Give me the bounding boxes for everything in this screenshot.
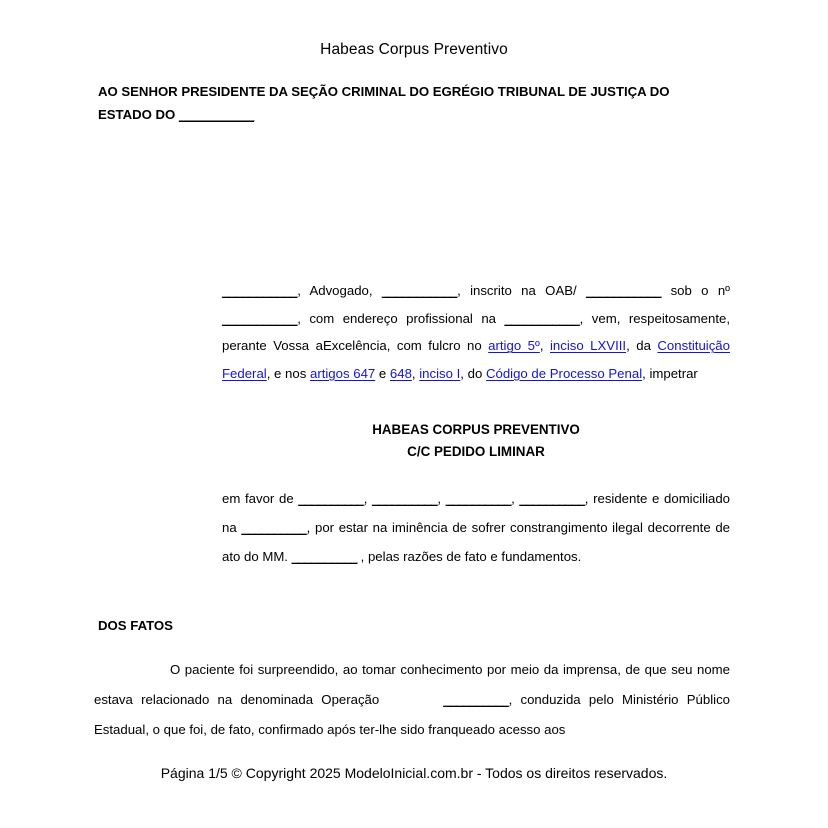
favor-sep-4: , residente e domiciliado na: [222, 491, 730, 535]
blank-field-oab-nome[interactable]: ___________: [381, 283, 458, 298]
qualification-sep-2: ,: [411, 365, 420, 381]
link-inciso-lxviii[interactable]: inciso LXVIII: [549, 338, 627, 354]
action-heading-line-2: C/C PEDIDO LIMINAR: [407, 443, 545, 459]
favor-text-pelas-razoes: , pelas razões de fato e fundamentos.: [356, 549, 582, 564]
favor-paragraph: [222, 484, 730, 571]
blank-field-paciente-3[interactable]: __________: [445, 491, 512, 506]
qualification-paragraph: [222, 277, 730, 387]
blank-field-autoridade[interactable]: __________: [291, 549, 357, 564]
qualification-text-da: , da: [626, 338, 658, 354]
blank-field-paciente-1[interactable]: __________: [298, 491, 364, 506]
page-footer: Página 1/5 © Copyright 2025 ModeloInicial.com.br - Todos os direitos reservados.: [160, 765, 668, 781]
document-title: Habeas Corpus Preventivo: [320, 41, 508, 58]
qualification-text-e-nos: , e nos: [266, 365, 310, 381]
blank-field-advogado-nome[interactable]: ___________: [222, 283, 298, 298]
addressee-line-2: [98, 103, 730, 126]
action-heading-line-1: HABEAS CORPUS PREVENTIVO: [372, 422, 580, 437]
link-artigos-647[interactable]: artigos 647: [309, 365, 376, 381]
action-heading-block: [222, 419, 730, 462]
link-artigo-5[interactable]: artigo 5º: [488, 338, 540, 354]
blank-field-paciente-4[interactable]: __________: [519, 491, 585, 506]
favor-text-em-favor: em favor de: [222, 491, 299, 506]
qualification-text-sob-o-n: sob o nº: [661, 283, 730, 298]
blank-field-operacao[interactable]: __________: [443, 692, 509, 707]
link-constituicao-federal[interactable]: Constituição Federal: [222, 338, 730, 381]
section-heading-dos-fatos: DOS FATOS: [98, 618, 173, 633]
blank-field-oab-numero[interactable]: ___________: [222, 310, 298, 326]
qualification-text-vem: , vem, respeitosamente, perante Vossa aExcelência, com fulcro no: [222, 310, 730, 354]
blank-field-paciente-2[interactable]: __________: [372, 491, 438, 506]
blank-field-estado[interactable]: ___________: [178, 107, 255, 122]
facts-text-part-1: O paciente foi surpreendido, ao tomar conhecimento por meio da imprensa, de que seu nome estava relacionado na denominada Operação: [94, 662, 730, 707]
qualification-text-e: e: [375, 365, 390, 381]
blank-field-oab-uf[interactable]: ___________: [586, 283, 662, 298]
link-inciso-i[interactable]: inciso I: [419, 365, 461, 381]
qualification-text-endereco: , com endereço profissional na: [297, 310, 505, 326]
favor-sep-1: ,: [363, 491, 373, 506]
qualification-text-advogado: , Advogado,: [297, 283, 382, 298]
qualification-sep-1: ,: [539, 338, 550, 354]
link-artigo-648[interactable]: 648: [389, 365, 412, 381]
favor-sep-2: ,: [437, 491, 446, 506]
qualification-text-impetrar: , impetrar: [642, 365, 698, 381]
favor-sep-3: ,: [511, 491, 520, 506]
addressee-line-1: AO SENHOR PRESIDENTE DA SEÇÃO CRIMINAL DO EGRÉGIO TRIBUNAL DE JUSTIÇA DO: [98, 84, 670, 99]
qualification-text-do: , do: [460, 365, 486, 381]
blank-field-residencia[interactable]: __________: [241, 520, 307, 535]
link-codigo-processo-penal[interactable]: Código de Processo Penal: [485, 365, 643, 381]
facts-text-part-2: , conduzida pelo Ministério Público Estadual, o que foi, de fato, confirmado após ter-lhe sido franqueado acesso aos: [94, 692, 730, 737]
facts-paragraph: [94, 655, 730, 745]
favor-text-por-estar: , por estar na iminência de sofrer constrangimento ilegal decorrente de ato do MM.: [222, 520, 730, 564]
qualification-text-inscrito: , inscrito na OAB/: [457, 283, 587, 298]
blank-field-endereco[interactable]: ___________: [504, 310, 580, 326]
addressee-block: [98, 80, 730, 126]
addressee-state-label: ESTADO DO: [98, 107, 176, 122]
